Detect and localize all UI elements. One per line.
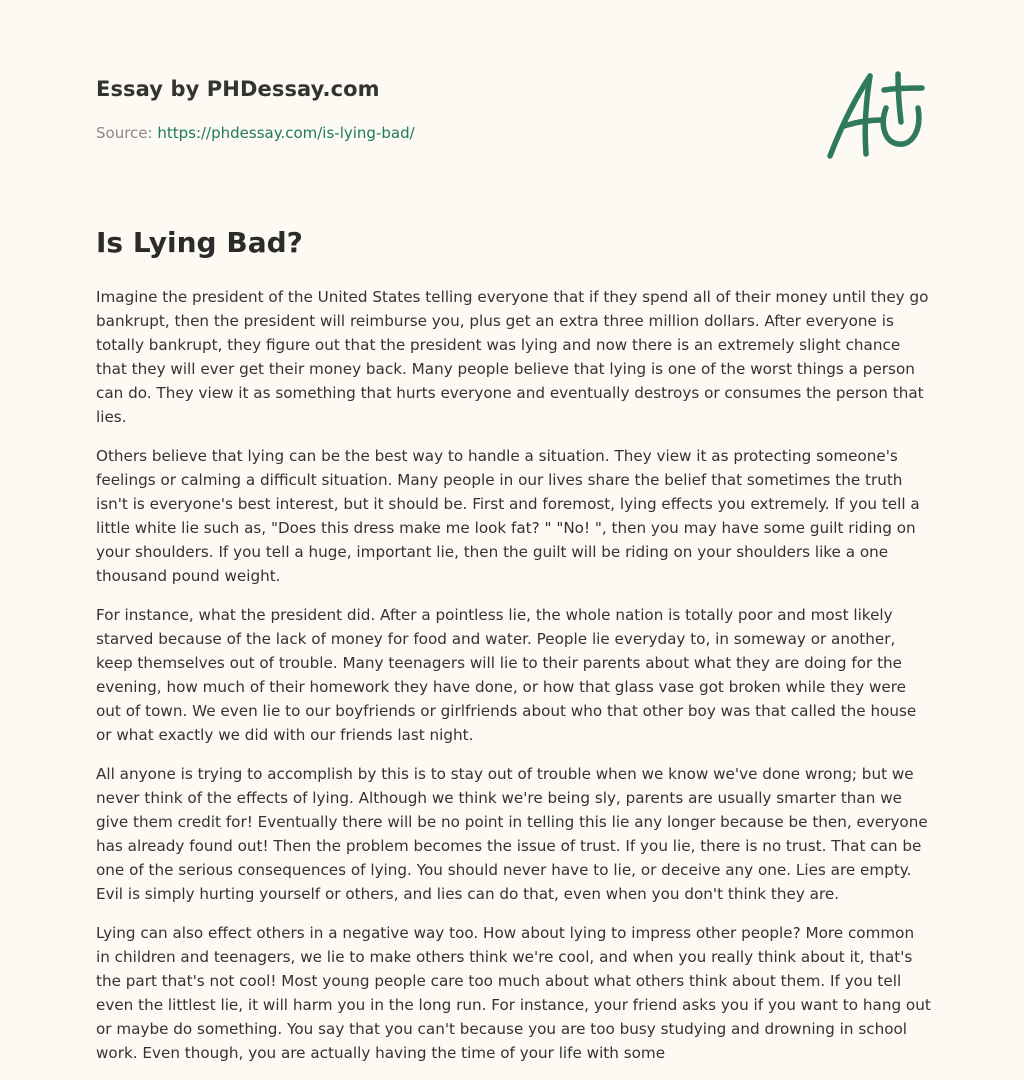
essay-title: Is Lying Bad? — [96, 226, 303, 259]
essay-paragraph: Others believe that lying can be the best way to handle a situation. They view it as protecting someone's feelings or calming a difficult situation. Many people in our lives share the belief that sometimes the truth isn't is everyone's best interest, but it should be. First and foremost, lying effects you extremely. If you tell a little white lie such as, "Does this dress make me look fat? " "No! ", then you may have some guilt riding on your shoulders. If you tell a huge, important lie, then the guilt will be riding on your shoulders like a one thousand pound weight. — [96, 447, 920, 585]
essay-paragraph: Imagine the president of the United States telling everyone that if they spend all of their money until they go bankrupt, then the president will reimburse you, plus get an extra three million dollars. After everyone is totally bankrupt, they figure out that the president was lying and now there is an extremely slight chance that they will ever get their money back. Many people believe that lying is one of the worst things a person can do. They view it as something that hurts everyone and eventually destroys or consumes the person that lies. — [96, 288, 929, 426]
essay-body — [96, 285, 932, 1080]
essay-paragraph: For instance, what the president did. After a pointless lie, the whole nation is totally poor and most likely starved because of the lack of money for food and water. People lie everyday to, in someway or another, keep themselves out of trouble. Many teenagers will lie to their parents about what they are doing for the evening, how much of their homework they have done, or how that glass vase got broken while they were out of town. We even lie to our boyfriends or girlfriends about who that other boy was that called the house or what exactly we did with our friends last night. — [96, 606, 917, 744]
a-plus-logo-icon — [824, 68, 928, 164]
essay-paragraph: Lying can also effect others in a negative way too. How about lying to impress other people? More common in children and teenagers, we lie to make others think we're cool, and when you really think about it, that's the part that's not cool! Most young people care too much about what others think about them. If you tell even the littlest lie, it will harm you in the long run. For instance, your friend asks you if you want to hang out or maybe do something. You say that you can't because you are too busy studying and drowning in school work. Even though, you are actually having the time of your life with some — [96, 924, 931, 1062]
essay-paragraph: All anyone is trying to accomplish by this is to stay out of trouble when we know we've done wrong; but we never think of the effects of lying. Although we think we're being sly, parents are usually smarter than we give them credit for! Eventually there will be no point in telling this lie any longer because be then, everyone has already found out! Then the problem becomes the issue of trust. If you lie, there is no trust. That can be one of the serious consequences of lying. You should never have to lie, or deceive any one. Lies are empty. Evil is simply hurting yourself or others, and lies can do that, even when you don't think they are. — [96, 765, 928, 903]
source-label: Source: — [96, 124, 158, 142]
brand-title: Essay by PHDessay.com — [96, 77, 380, 101]
source-link[interactable]: https://phdessay.com/is-lying-bad/ — [157, 124, 415, 142]
source-line — [96, 124, 415, 142]
